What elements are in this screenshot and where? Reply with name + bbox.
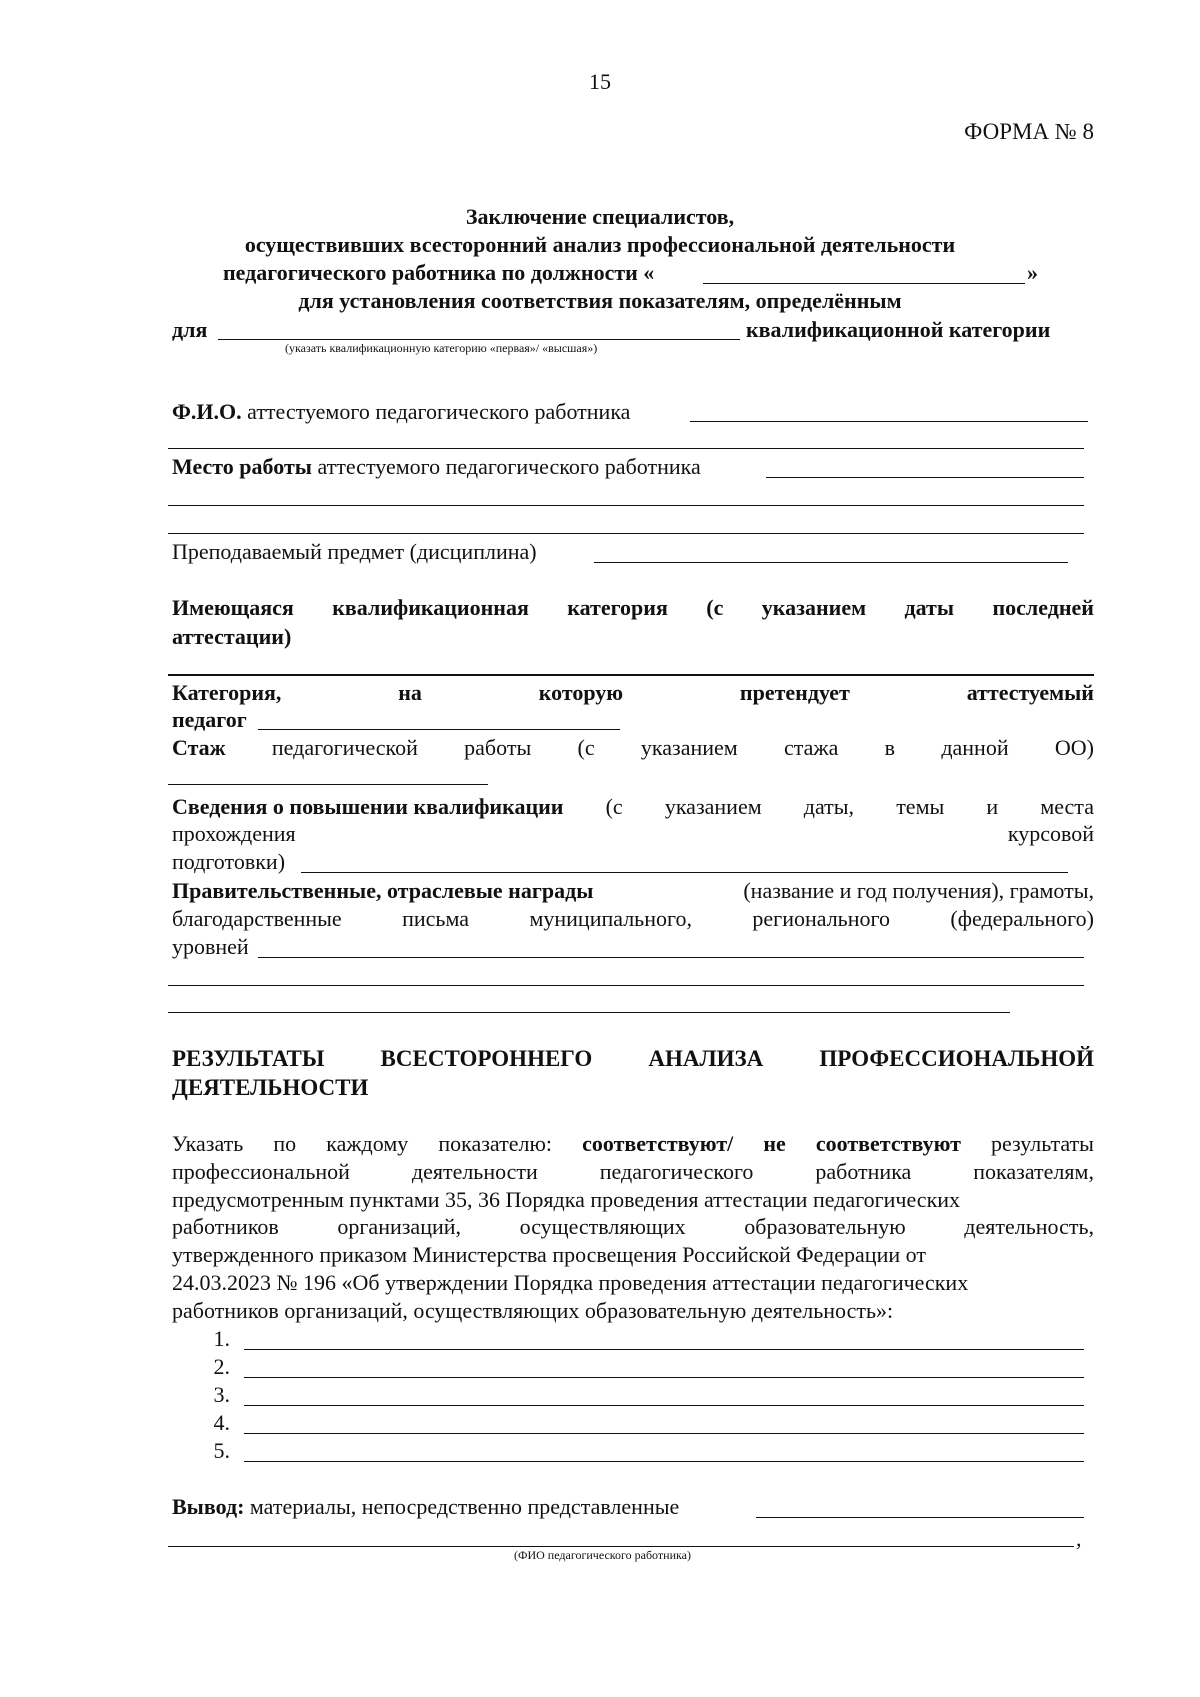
awards-line-3: уровней bbox=[172, 934, 249, 959]
results-para-line-1: Указать по каждому показателю: соответствуют/ не соответствуют результаты bbox=[172, 1131, 1094, 1156]
conclusion-label: Вывод: материалы, непосредственно представленные bbox=[172, 1494, 680, 1519]
conclusion-fio-blank[interactable] bbox=[168, 1546, 1074, 1547]
qualification-row: Сведения о повышении квалификации (с указанием даты, темы и места bbox=[172, 794, 1094, 819]
experience-blank[interactable] bbox=[168, 784, 488, 785]
position-blank[interactable] bbox=[703, 283, 1025, 284]
category-blank[interactable] bbox=[218, 339, 740, 340]
current-category-blank[interactable] bbox=[168, 674, 1094, 676]
list-item-blank[interactable] bbox=[244, 1377, 1084, 1378]
conclusion-comma: , bbox=[1076, 1526, 1082, 1551]
qualification-row-2: прохождения курсовой bbox=[172, 821, 1094, 846]
list-item-blank[interactable] bbox=[244, 1461, 1084, 1462]
results-heading: РЕЗУЛЬТАТЫ ВСЕСТОРОННЕГО АНАЛИЗА ПРОФЕССИОНАЛЬНОЙ bbox=[172, 1046, 1094, 1071]
claimed-category-line-2: педагог bbox=[172, 707, 247, 732]
results-para-line-6: 24.03.2023 № 196 «Об утверждении Порядка проведения аттестации педагогических bbox=[172, 1270, 969, 1295]
claimed-category-blank[interactable] bbox=[258, 729, 620, 730]
subject-label: Преподаваемый предмет (дисциплина) bbox=[172, 539, 537, 564]
awards-row-2: благодарственные письма муниципального, регионального (федерального) bbox=[172, 906, 1094, 931]
workplace-label: Место работы аттестуемого педагогического работника bbox=[172, 454, 701, 479]
conclusion-hint: (ФИО педагогического работника) bbox=[514, 1548, 691, 1562]
title-line-3-suffix: » bbox=[1027, 260, 1038, 285]
list-item-number: 4. bbox=[213, 1410, 230, 1435]
current-category-row: Имеющаяся квалификационная категория (с указанием даты последней bbox=[172, 595, 1094, 620]
current-category-line-2: аттестации) bbox=[172, 624, 292, 649]
results-para-line-3: предусмотренным пунктами 35, 36 Порядка проведения аттестации педагогических bbox=[172, 1187, 961, 1212]
list-item-number: 3. bbox=[213, 1382, 230, 1407]
conclusion-blank[interactable] bbox=[756, 1517, 1084, 1518]
awards-blank-3[interactable] bbox=[168, 1012, 1010, 1013]
results-para-line-7: работников организаций, осуществляющих образовательную деятельность»: bbox=[172, 1298, 894, 1323]
qualification-blank[interactable] bbox=[301, 872, 1068, 873]
list-item-blank[interactable] bbox=[244, 1349, 1084, 1350]
workplace-blank-2[interactable] bbox=[168, 505, 1084, 506]
results-heading-line-2: ДЕЯТЕЛЬНОСТИ bbox=[172, 1075, 369, 1100]
title-line-2: осуществивших всесторонний анализ профессиональной деятельности bbox=[244, 232, 956, 257]
experience-row: Стаж педагогической работы (с указанием стажа в данной ОО) bbox=[172, 735, 1094, 760]
fio-label: Ф.И.О. аттестуемого педагогического работника bbox=[172, 399, 631, 424]
list-item-blank[interactable] bbox=[244, 1405, 1084, 1406]
subject-blank[interactable] bbox=[594, 562, 1068, 563]
awards-blank[interactable] bbox=[258, 957, 1084, 958]
title-line-3-prefix: педагогического работника по должности « bbox=[223, 260, 655, 285]
results-para-line-4: работников организаций, осуществляющих образовательную деятельность, bbox=[172, 1214, 1094, 1239]
list-item-number: 1. bbox=[213, 1326, 230, 1351]
awards-row: Правительственные, отраслевые награды (название и год получения), грамоты, bbox=[172, 878, 1094, 903]
title-line-5-suffix: квалификационной категории bbox=[746, 317, 1051, 342]
awards-blank-2[interactable] bbox=[168, 985, 1084, 986]
workplace-blank-3[interactable] bbox=[168, 533, 1084, 534]
list-item-number: 5. bbox=[213, 1438, 230, 1463]
title-line-1: Заключение специалистов, bbox=[465, 204, 735, 229]
claimed-category-row: Категория, на которую претендует аттестуемый bbox=[172, 680, 1094, 705]
workplace-blank[interactable] bbox=[766, 477, 1084, 478]
list-item-blank[interactable] bbox=[244, 1433, 1084, 1434]
results-para-line-2: профессиональной деятельности педагогического работника показателям, bbox=[172, 1159, 1094, 1184]
fio-blank[interactable] bbox=[690, 421, 1088, 422]
fio-blank-2[interactable] bbox=[168, 448, 1084, 449]
results-para-line-5: утвержденного приказом Министерства просвещения Российской Федерации от bbox=[172, 1242, 926, 1267]
form-label: ФОРМА № 8 bbox=[964, 119, 1094, 144]
category-hint: (указать квалификационную категорию «первая»/ «высшая») bbox=[285, 341, 598, 355]
title-line-4: для установления соответствия показателям, определённым bbox=[298, 288, 902, 313]
page-number: 15 bbox=[589, 69, 611, 94]
list-item-number: 2. bbox=[213, 1354, 230, 1379]
qualification-line-3: подготовки) bbox=[172, 849, 286, 874]
title-line-5-prefix: для bbox=[172, 317, 208, 342]
